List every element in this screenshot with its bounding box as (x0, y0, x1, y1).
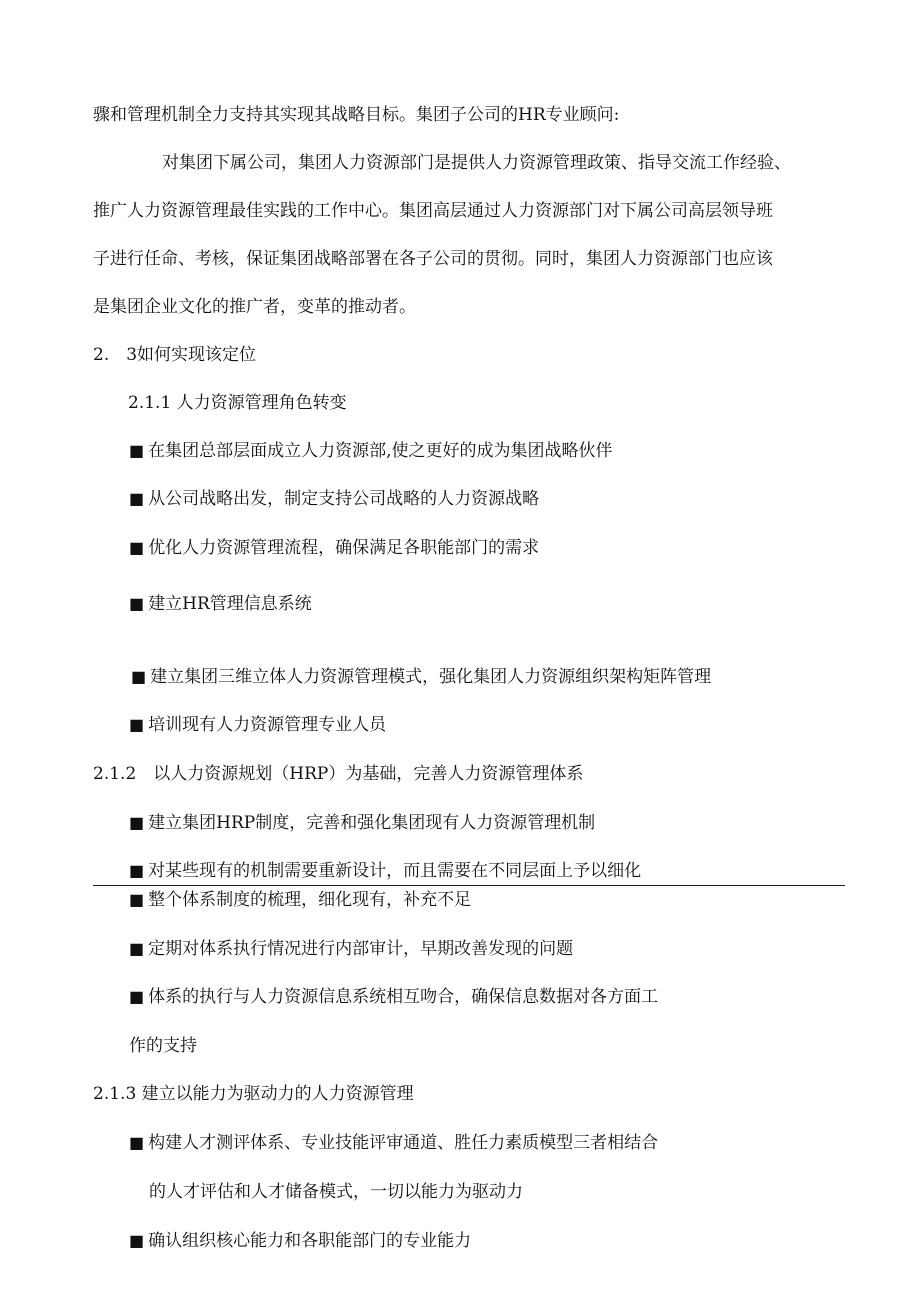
bullet-item: ■ 确认组织核心能力和各职能部门的专业能力 (129, 1229, 471, 1253)
horizontal-divider (93, 885, 845, 886)
paragraph-line: 作的支持 (129, 1036, 197, 1056)
bullet-item: ■ 建立集团HRP制度，完善和强化集团现有人力资源管理机制 (129, 811, 595, 835)
paragraph-line: 是集团企业文化的推广者，变革的推动者。 (93, 297, 416, 317)
bullet-item: ■ 优化人力资源管理流程，确保满足各职能部门的需求 (129, 536, 539, 560)
paragraph-line: 的人才评估和人才储备模式，一切以能力为驱动力 (149, 1182, 523, 1202)
bullet-item: ■ 培训现有人力资源管理专业人员 (129, 713, 386, 737)
paragraph-line: 推广人力资源管理最佳实践的工作中心。集团高层通过人力资源部门对下属公司高层领导班 (93, 201, 773, 221)
bullet-item: ■ 建立集团三维立体人力资源管理模式，强化集团人力资源组织架构矩阵管理 (131, 665, 711, 689)
paragraph-line: 对集团下属公司，集团人力资源部门是提供人力资源管理政策、指导交流工作经验、 (162, 153, 791, 173)
bullet-item: ■ 整个体系制度的梳理，细化现有，补充不足 (129, 888, 471, 912)
paragraph-line: 子进行任命、考核，保证集团战略部署在各子公司的贯彻。同时，集团人力资源部门也应该 (93, 249, 773, 269)
paragraph-line: 骤和管理机制全力支持其实现其战略目标。集团子公司的HR专业顾问: (93, 105, 620, 125)
bullet-item: ■ 建立HR管理信息系统 (129, 592, 312, 616)
subsection-heading: 2.1.1 人力资源管理角色转变 (128, 393, 347, 413)
subsection-heading: 2.1.2 以人力资源规划（HRP）为基础，完善人力资源管理体系 (93, 764, 584, 784)
section-heading: 2. 3如何实现该定位 (93, 345, 257, 365)
bullet-item: ■ 在集团总部层面成立人力资源部,使之更好的成为集团战略伙伴 (129, 439, 613, 463)
bullet-item: ■ 体系的执行与人力资源信息系统相互吻合，确保信息数据对各方面工 (129, 985, 658, 1009)
subsection-heading: 2.1.3 建立以能力为驱动力的人力资源管理 (93, 1084, 414, 1104)
bullet-item: ■ 定期对体系执行情况进行内部审计，早期改善发现的问题 (129, 937, 573, 961)
bullet-item: ■ 对某些现有的机制需要重新设计，而且需要在不同层面上予以细化 (129, 859, 641, 883)
bullet-item: ■ 构建人才测评体系、专业技能评审通道、胜任力素质模型三者相结合 (129, 1131, 658, 1155)
bullet-item: ■ 从公司战略出发，制定支持公司战略的人力资源战略 (129, 487, 539, 511)
